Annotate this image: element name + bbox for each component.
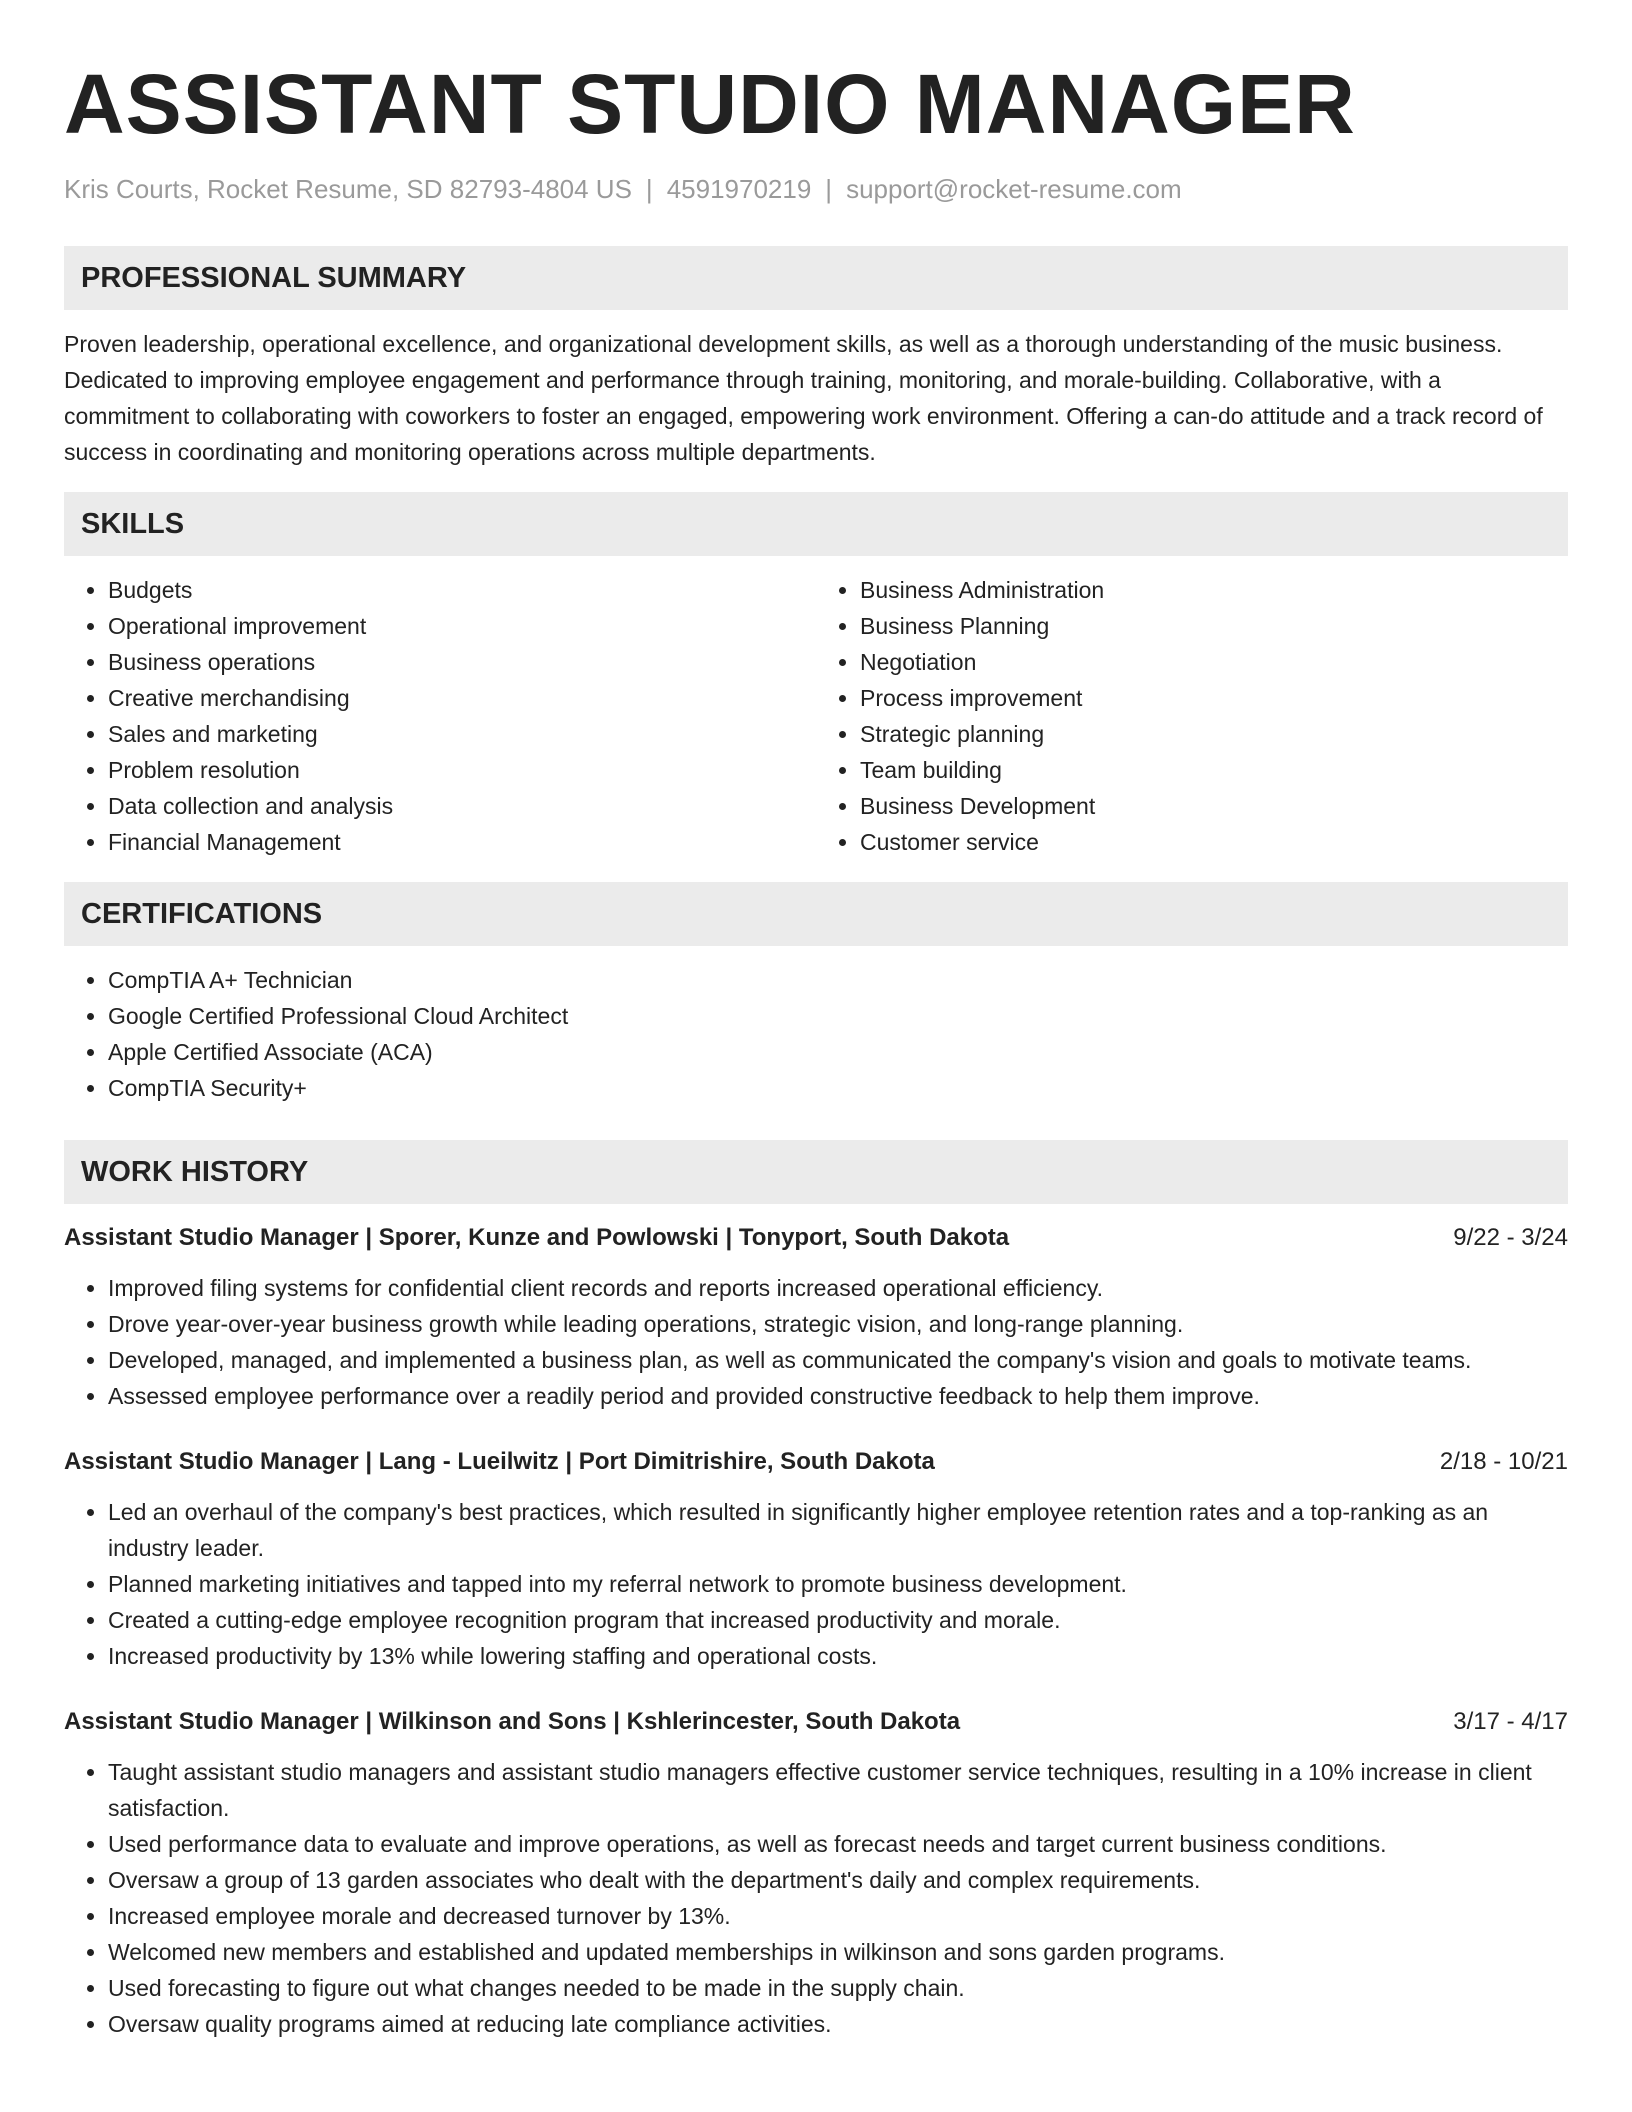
job-bullet: • Welcomed new members and established and updated memberships in wilkinson and sons garden programs. [108, 1934, 1568, 1970]
job-entry [64, 1704, 1568, 2042]
certification-item: • CompTIA A+ Technician [108, 962, 1568, 998]
section-heading-certifications: CERTIFICATIONS [64, 882, 1568, 946]
job-bullet: • Assessed employee performance over a readily period and provided constructive feedback to help them improve. [108, 1378, 1568, 1414]
skill-item: • Sales and marketing [108, 716, 816, 752]
job-title: Assistant Studio Manager | Sporer, Kunze and Powlowski | Tonyport, South Dakota [64, 1224, 1010, 1251]
job-bullet: • Led an overhaul of the company's best practices, which resulted in significantly higher employee retention rates and a top-ranking as an industry leader. [108, 1494, 1568, 1566]
contact-line [64, 172, 1568, 206]
job-header [64, 1704, 1568, 1740]
certification-item: • CompTIA Security+ [108, 1070, 1568, 1106]
job-bullet: • Created a cutting-edge employee recognition program that increased productivity and morale. [108, 1602, 1568, 1638]
certifications-list [64, 962, 1568, 1106]
section-heading-skills: SKILLS [64, 492, 1568, 556]
job-header [64, 1444, 1568, 1480]
job-bullet: • Taught assistant studio managers and assistant studio managers effective customer service techniques, resulting in a 10% increase in client satisfaction. [108, 1754, 1568, 1826]
contact-separator: | [825, 174, 833, 204]
certification-item: • Apple Certified Associate (ACA) [108, 1034, 1568, 1070]
skill-item: • Strategic planning [860, 716, 1568, 752]
contact-phone: 4591970219 [666, 174, 812, 204]
skill-item: • Customer service [860, 824, 1568, 860]
job-dates: 3/17 - 4/17 [1453, 1708, 1568, 1735]
job-dates: 9/22 - 3/24 [1453, 1224, 1568, 1251]
skill-item: • Business Planning [860, 608, 1568, 644]
job-bullet: • Used forecasting to figure out what changes needed to be made in the supply chain. [108, 1970, 1568, 2006]
job-title: Assistant Studio Manager | Wilkinson and Sons | Kshlerincester, South Dakota [64, 1708, 961, 1735]
skill-item: • Business operations [108, 644, 816, 680]
job-bullet: • Drove year-over-year business growth while leading operations, strategic vision, and long-range planning. [108, 1306, 1568, 1342]
job-bullet: • Oversaw quality programs aimed at reducing late compliance activities. [108, 2006, 1568, 2042]
skill-item: • Negotiation [860, 644, 1568, 680]
skills-left-list [64, 572, 816, 860]
job-bullet: • Increased productivity by 13% while lowering staffing and operational costs. [108, 1638, 1568, 1674]
skill-item: • Data collection and analysis [108, 788, 816, 824]
skill-item: • Financial Management [108, 824, 816, 860]
job-bullets [64, 1754, 1568, 2042]
skill-item: • Business Development [860, 788, 1568, 824]
job-bullet: • Increased employee morale and decreased turnover by 13%. [108, 1898, 1568, 1934]
job-bullets [64, 1494, 1568, 1674]
skills-columns [64, 572, 1568, 860]
job-bullet: • Planned marketing initiatives and tapped into my referral network to promote business development. [108, 1566, 1568, 1602]
skill-item: • Business Administration [860, 572, 1568, 608]
section-heading-work-history: WORK HISTORY [64, 1140, 1568, 1204]
section-heading-summary: PROFESSIONAL SUMMARY [64, 246, 1568, 310]
contact-address: Kris Courts, Rocket Resume, SD 82793-4804 US [64, 174, 632, 204]
job-entry [64, 1444, 1568, 1674]
job-bullet: • Used performance data to evaluate and improve operations, as well as forecast needs and target current business conditions. [108, 1826, 1568, 1862]
summary-text: Proven leadership, operational excellence, and organizational development skills, as well as a thorough understanding of the music business. Dedicated to improving employee engagement and performance through training, monitoring, and morale-building. Collaborative, with a commitment to collaborating with coworkers to foster an engaged, empowering work environment. Offering a can-do attitude and a track record of success in coordinating and monitoring operations across multiple departments. [64, 331, 1543, 465]
skill-item: • Budgets [108, 572, 816, 608]
contact-email[interactable]: support@rocket-resume.com [846, 174, 1182, 204]
skill-item: • Process improvement [860, 680, 1568, 716]
job-bullets [64, 1270, 1568, 1414]
skills-right-list [816, 572, 1568, 860]
job-header [64, 1220, 1568, 1256]
job-bullet: • Improved filing systems for confidential client records and reports increased operational efficiency. [108, 1270, 1568, 1306]
contact-separator: | [645, 174, 653, 204]
job-entry [64, 1220, 1568, 1414]
certification-item: • Google Certified Professional Cloud Architect [108, 998, 1568, 1034]
skill-item: • Operational improvement [108, 608, 816, 644]
job-dates: 2/18 - 10/21 [1439, 1448, 1568, 1475]
job-title: Assistant Studio Manager | Lang - Lueilwitz | Port Dimitrishire, South Dakota [64, 1448, 935, 1475]
skill-item: • Team building [860, 752, 1568, 788]
work-history [64, 1220, 1568, 2042]
job-bullet: • Developed, managed, and implemented a business plan, as well as communicated the company's vision and goals to motivate teams. [108, 1342, 1568, 1378]
skill-item: • Problem resolution [108, 752, 816, 788]
skill-item: • Creative merchandising [108, 680, 816, 716]
resume-title: ASSISTANT STUDIO MANAGER [64, 57, 1356, 151]
job-bullet: • Oversaw a group of 13 garden associates who dealt with the department's daily and complex requirements. [108, 1862, 1568, 1898]
